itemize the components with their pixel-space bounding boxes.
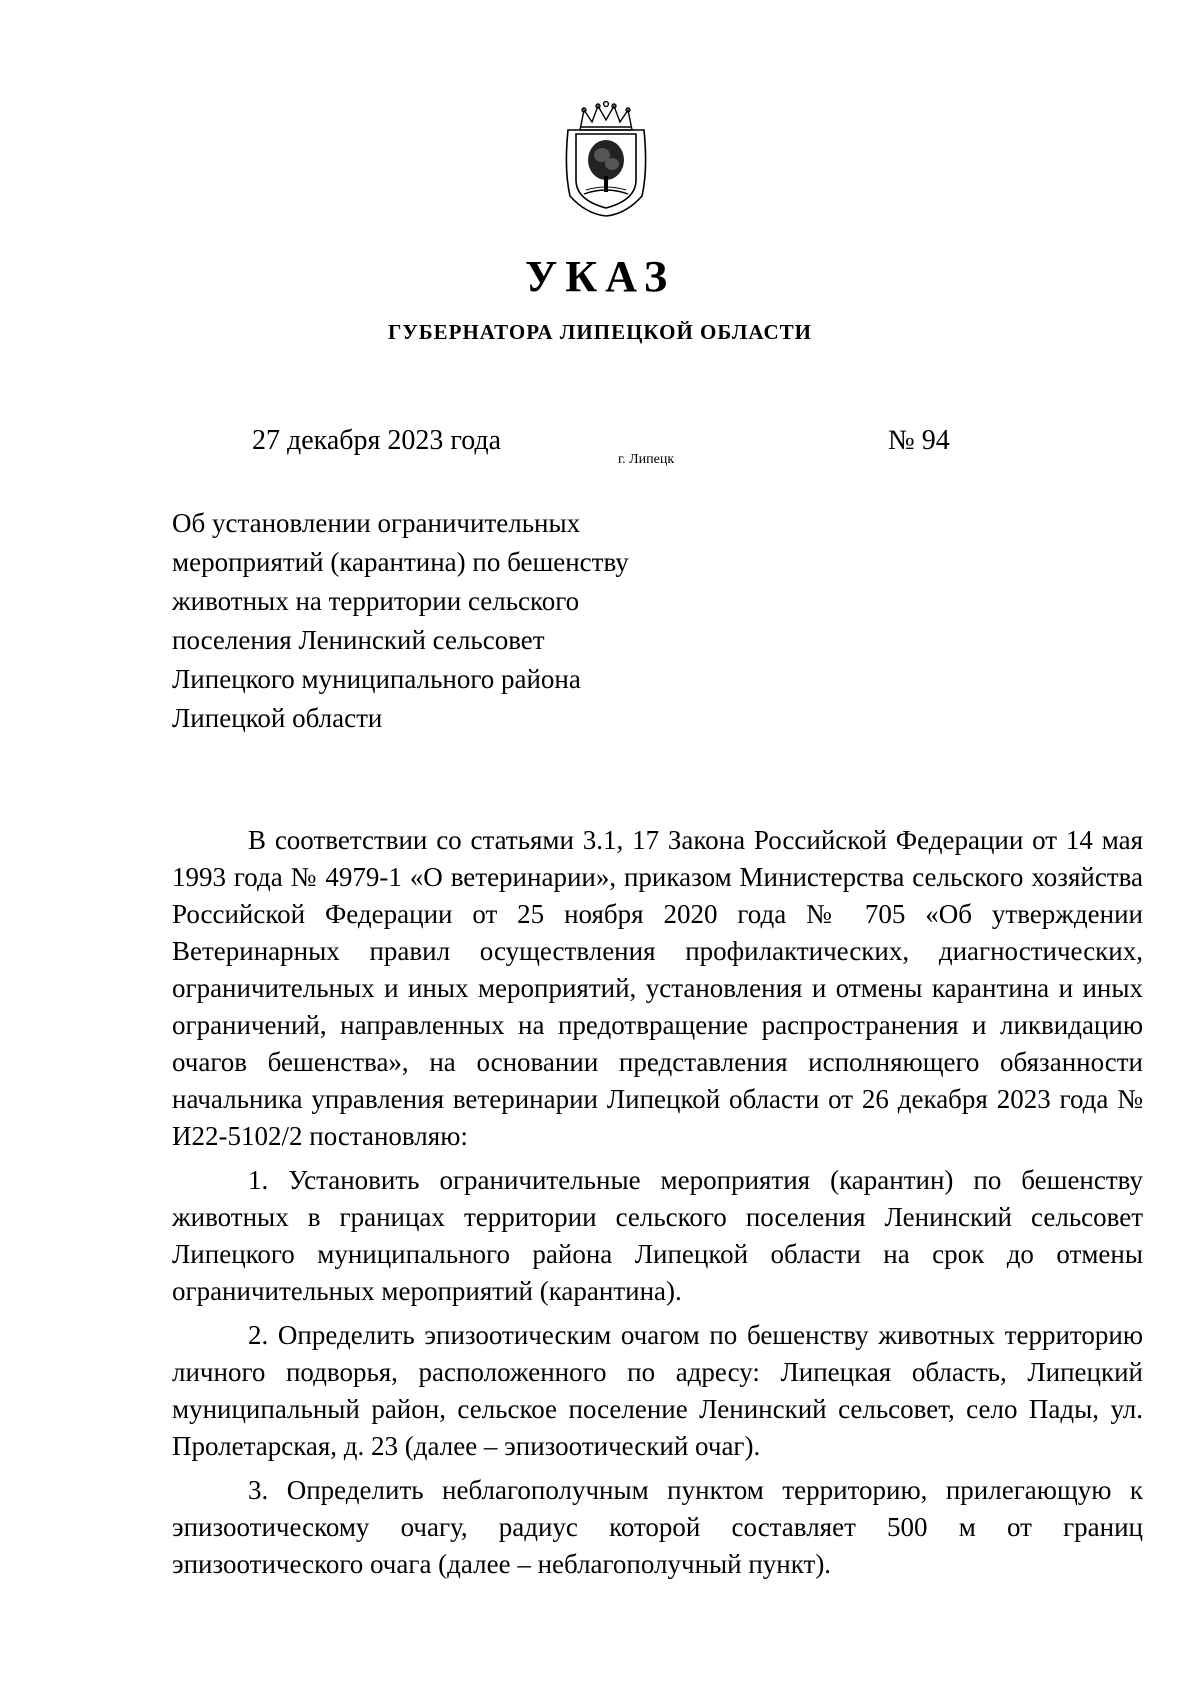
clause-paragraph-1: 1. Установить ограничительные мероприятия (карантин) по бешенству животных в границах территории сельского поселения Ленинский сельсовет Липецкого муниципального района Липецкой области на срок до отмены ограничительных мероприятий (карантина).	[172, 1165, 1143, 1306]
coat-of-arms-emblem	[558, 100, 654, 220]
preamble-paragraph: В соответствии со статьями 3.1, 17 Закона Российской Федерации от 14 мая 1993 года № 4979-1 «О ветеринарии», приказом Министерства сельского хозяйства Российской Федерации от 25 ноября 2020 года № 705 «Об утверждении Ветеринарных правил осуществления профилактических, диагностических, ограничительных и иных мероприятий, установления и отмены карантина и иных ограничений, направленных на предотвращение распространения и ликвидацию очагов бешенства», на основании представления исполняющего обязанности начальника управления ветеринарии Липецкой области от 26 декабря 2023 года № И22-5102/2 постановляю:	[172, 825, 1143, 1151]
clause-paragraph-2: 2. Определить эпизоотическим очагом по бешенству животных территорию личного подворья, расположенного по адресу: Липецкая область, Липецкий муниципальный район, сельское поселение Ленинский сельсовет, село Пады, ул. Пролетарская, д. 23 (далее – эпизоотический очаг).	[172, 1320, 1143, 1461]
document-date: 27 декабря 2023 года	[252, 425, 502, 456]
subject-line: Липецкой области	[172, 703, 383, 733]
document-subject	[172, 504, 629, 738]
subject-line: поселения Ленинский сельсовет	[172, 625, 545, 655]
subject-line: мероприятий (карантина) по бешенству	[172, 547, 629, 577]
document-city: г. Липецк	[618, 452, 675, 467]
document-number: № 94	[888, 425, 950, 456]
subject-line: Об установлении ограничительных	[172, 508, 581, 538]
document-title: УКАЗ	[524, 252, 676, 301]
document-body	[172, 822, 1143, 1590]
subject-line: Липецкого муниципального района	[172, 664, 581, 694]
clause-paragraph-3: 3. Определить неблагополучным пунктом территорию, прилегающую к эпизоотическому очагу, радиус которой составляет 500 м от границ эпизоотического очага (далее – неблагополучный пункт).	[172, 1475, 1143, 1579]
document-subtitle: ГУБЕРНАТОРА ЛИПЕЦКОЙ ОБЛАСТИ	[387, 320, 813, 344]
subject-line: животных на территории сельского	[172, 586, 580, 616]
